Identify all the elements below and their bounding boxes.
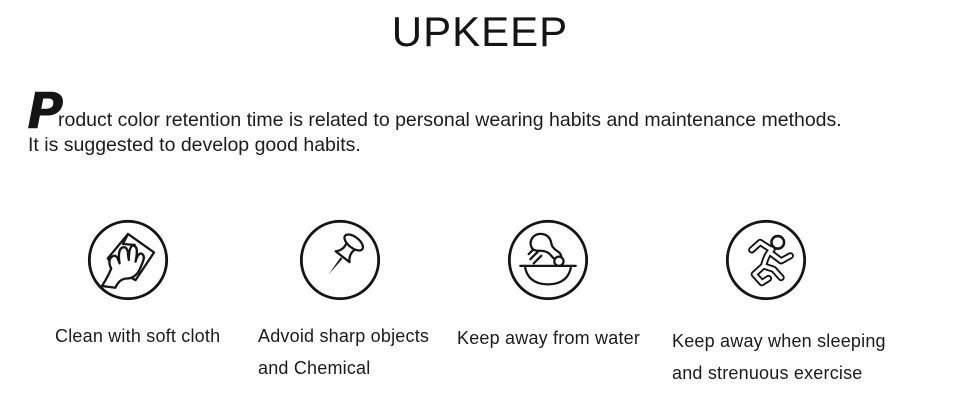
intro-line-2: It is suggested to develop good habits. bbox=[28, 134, 361, 156]
page-title: UPKEEP bbox=[391, 8, 569, 55]
caption-line: Keep away from water bbox=[457, 328, 641, 348]
caption-line: Clean with soft cloth bbox=[55, 326, 221, 346]
intro-line-1: roduct color retention time is related to personal wearing habits and maintenance methods. bbox=[58, 109, 842, 131]
water-shower-bowl-icon bbox=[506, 218, 590, 302]
intro-paragraph bbox=[28, 108, 928, 158]
caption-keep-away-from-water bbox=[457, 322, 640, 354]
caption-line: Keep away when sleeping bbox=[672, 331, 886, 351]
caption-keep-away-sleeping-exercise bbox=[672, 325, 886, 389]
wipe-with-cloth-icon bbox=[86, 218, 170, 302]
caption-clean-with-soft-cloth bbox=[55, 320, 220, 352]
caption-line: and Chemical bbox=[258, 358, 371, 378]
caption-line: Advoid sharp objects bbox=[258, 326, 430, 346]
push-pin-icon bbox=[298, 218, 382, 302]
caption-avoid-sharp-objects bbox=[258, 320, 429, 384]
caption-line: and strenuous exercise bbox=[672, 363, 863, 383]
drop-cap: P bbox=[27, 82, 64, 140]
running-person-icon bbox=[724, 218, 808, 302]
